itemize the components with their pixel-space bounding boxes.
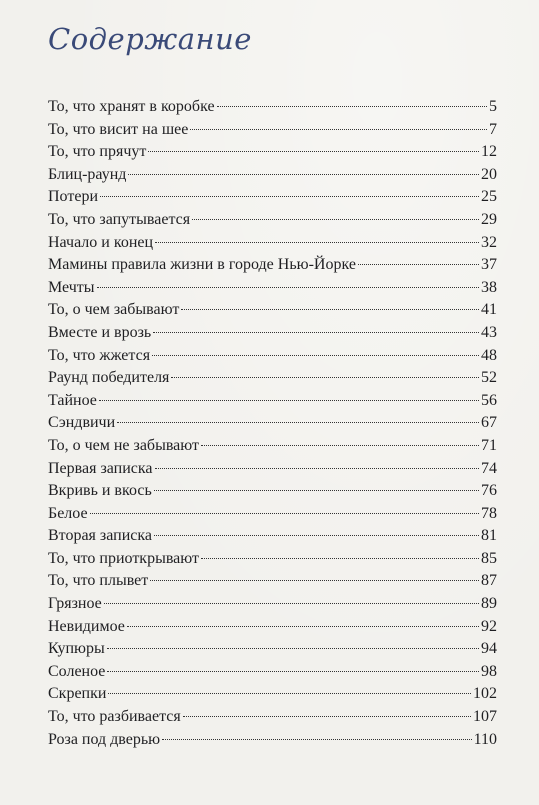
toc-entry-title: Сэндвичи: [48, 414, 116, 432]
toc-entry: [48, 458, 497, 481]
dot-leader: [154, 535, 479, 536]
toc-entry: [48, 345, 497, 368]
toc-entry-page-number: 67: [481, 414, 497, 432]
toc-entry-page-number: 7: [489, 120, 497, 138]
toc-entry-title: Белое: [48, 504, 88, 522]
toc-entry: [48, 503, 497, 526]
dot-leader: [104, 603, 479, 604]
toc-entry-page-number: 52: [481, 369, 497, 387]
toc-entry: [48, 277, 497, 300]
toc-entry-page-number: 48: [481, 346, 497, 364]
dot-leader: [171, 377, 479, 378]
dot-leader: [155, 468, 479, 469]
table-of-contents: [48, 96, 497, 751]
toc-entry: [48, 412, 497, 435]
dot-leader: [107, 671, 479, 672]
toc-entry-page-number: 98: [481, 662, 497, 680]
toc-entry-page-number: 92: [481, 617, 497, 635]
toc-entry-page-number: 29: [481, 210, 497, 228]
toc-entry: [48, 390, 497, 413]
toc-entry-page-number: 81: [481, 527, 497, 545]
toc-entry-page-number: 94: [481, 640, 497, 658]
dot-leader: [153, 332, 479, 333]
dot-leader: [99, 400, 479, 401]
toc-entry-title: Грязное: [48, 595, 102, 613]
toc-entry-page-number: 85: [481, 549, 497, 567]
toc-entry: [48, 661, 497, 684]
toc-entry-title: Мамины правила жизни в городе Нью-Йорке: [48, 256, 356, 274]
toc-entry: [48, 299, 497, 322]
toc-entry: [48, 254, 497, 277]
toc-entry: [48, 164, 497, 187]
dot-leader: [358, 264, 479, 265]
dot-leader: [152, 355, 479, 356]
toc-entry-title: Вторая записка: [48, 527, 152, 545]
dot-leader: [181, 309, 479, 310]
toc-entry: [48, 209, 497, 232]
toc-entry-page-number: 110: [473, 730, 497, 748]
toc-entry-page-number: 5: [489, 98, 497, 115]
toc-entry-page-number: 32: [481, 233, 497, 251]
toc-entry: [48, 548, 497, 571]
toc-entry-title: Мечты: [48, 278, 95, 296]
toc-entry: [48, 706, 497, 729]
toc-entry-page-number: 37: [481, 256, 497, 274]
toc-entry-page-number: 74: [481, 459, 497, 477]
dot-leader: [148, 151, 479, 152]
dot-leader: [201, 558, 479, 559]
toc-entry: [48, 186, 497, 209]
toc-entry: [48, 141, 497, 164]
toc-entry: [48, 367, 497, 390]
toc-entry-title: То, что жжется: [48, 346, 151, 364]
toc-entry-title: То, что приоткрывают: [48, 549, 200, 567]
toc-entry-page-number: 43: [481, 323, 497, 341]
dot-leader: [117, 422, 479, 423]
toc-entry: [48, 638, 497, 661]
toc-entry-page-number: 41: [481, 301, 497, 319]
toc-entry-title: То, о чем не забывают: [48, 436, 199, 454]
toc-entry-page-number: 71: [481, 436, 497, 454]
toc-entry-title: То, что прячут: [48, 143, 147, 161]
toc-entry: [48, 525, 497, 548]
toc-entry-title: Роза под дверью: [48, 730, 161, 748]
toc-entry: [48, 570, 497, 593]
dot-leader: [90, 513, 479, 514]
toc-entry-page-number: 38: [481, 278, 497, 296]
toc-entry-page-number: 25: [481, 188, 497, 206]
toc-entry-title: Раунд победителя: [48, 369, 170, 387]
toc-entry-page-number: 78: [481, 504, 497, 522]
contents-heading: Содержание: [48, 22, 252, 56]
dot-leader: [201, 445, 479, 446]
dot-leader: [107, 648, 479, 649]
toc-entry-page-number: 107: [473, 708, 497, 726]
toc-entry-page-number: 102: [473, 685, 497, 703]
toc-entry: [48, 616, 497, 639]
toc-entry-page-number: 87: [481, 572, 497, 590]
dot-leader: [155, 242, 479, 243]
toc-entry: [48, 593, 497, 616]
dot-leader: [150, 580, 479, 581]
toc-entry-title: То, о чем забывают: [48, 301, 180, 319]
toc-entry-title: Тайное: [48, 391, 97, 409]
toc-entry: [48, 322, 497, 345]
toc-entry: [48, 232, 497, 255]
dot-leader: [100, 196, 479, 197]
toc-entry-page-number: 12: [481, 143, 497, 161]
toc-entry-title: Купюры: [48, 640, 105, 658]
dot-leader: [162, 739, 471, 740]
dot-leader: [128, 174, 479, 175]
toc-entry-page-number: 56: [481, 391, 497, 409]
toc-entry-title: То, что хранят в коробке: [48, 98, 215, 115]
dot-leader: [192, 219, 479, 220]
dot-leader: [154, 490, 479, 491]
toc-entry-title: Вместе и врозь: [48, 323, 152, 341]
toc-entry: [48, 480, 497, 503]
toc-entry-title: Вкривь и вкось: [48, 482, 152, 500]
dot-leader: [97, 287, 479, 288]
toc-entry-title: Начало и конец: [48, 233, 154, 251]
toc-entry-title: Соленое: [48, 662, 106, 680]
dot-leader: [183, 716, 471, 717]
dot-leader: [108, 693, 471, 694]
toc-entry-title: Скрепки: [48, 685, 107, 703]
toc-entry-page-number: 20: [481, 165, 497, 183]
dot-leader: [217, 106, 487, 107]
dot-leader: [127, 626, 479, 627]
dot-leader: [190, 129, 487, 130]
toc-entry-title: То, что висит на шее: [48, 120, 189, 138]
toc-entry-title: То, что разбивается: [48, 708, 181, 726]
toc-entry-page-number: 76: [481, 482, 497, 500]
toc-entry: [48, 96, 497, 119]
toc-entry-title: Первая записка: [48, 459, 153, 477]
toc-entry: [48, 119, 497, 142]
toc-entry-title: Блиц-раунд: [48, 165, 127, 183]
toc-entry: [48, 729, 497, 752]
toc-entry: [48, 683, 497, 706]
toc-entry-title: То, что запутывается: [48, 210, 191, 228]
toc-entry-title: То, что плывет: [48, 572, 149, 590]
toc-entry-title: Потери: [48, 188, 98, 206]
toc-entry-title: Невидимое: [48, 617, 125, 635]
toc-entry-page-number: 89: [481, 595, 497, 613]
toc-entry: [48, 435, 497, 458]
